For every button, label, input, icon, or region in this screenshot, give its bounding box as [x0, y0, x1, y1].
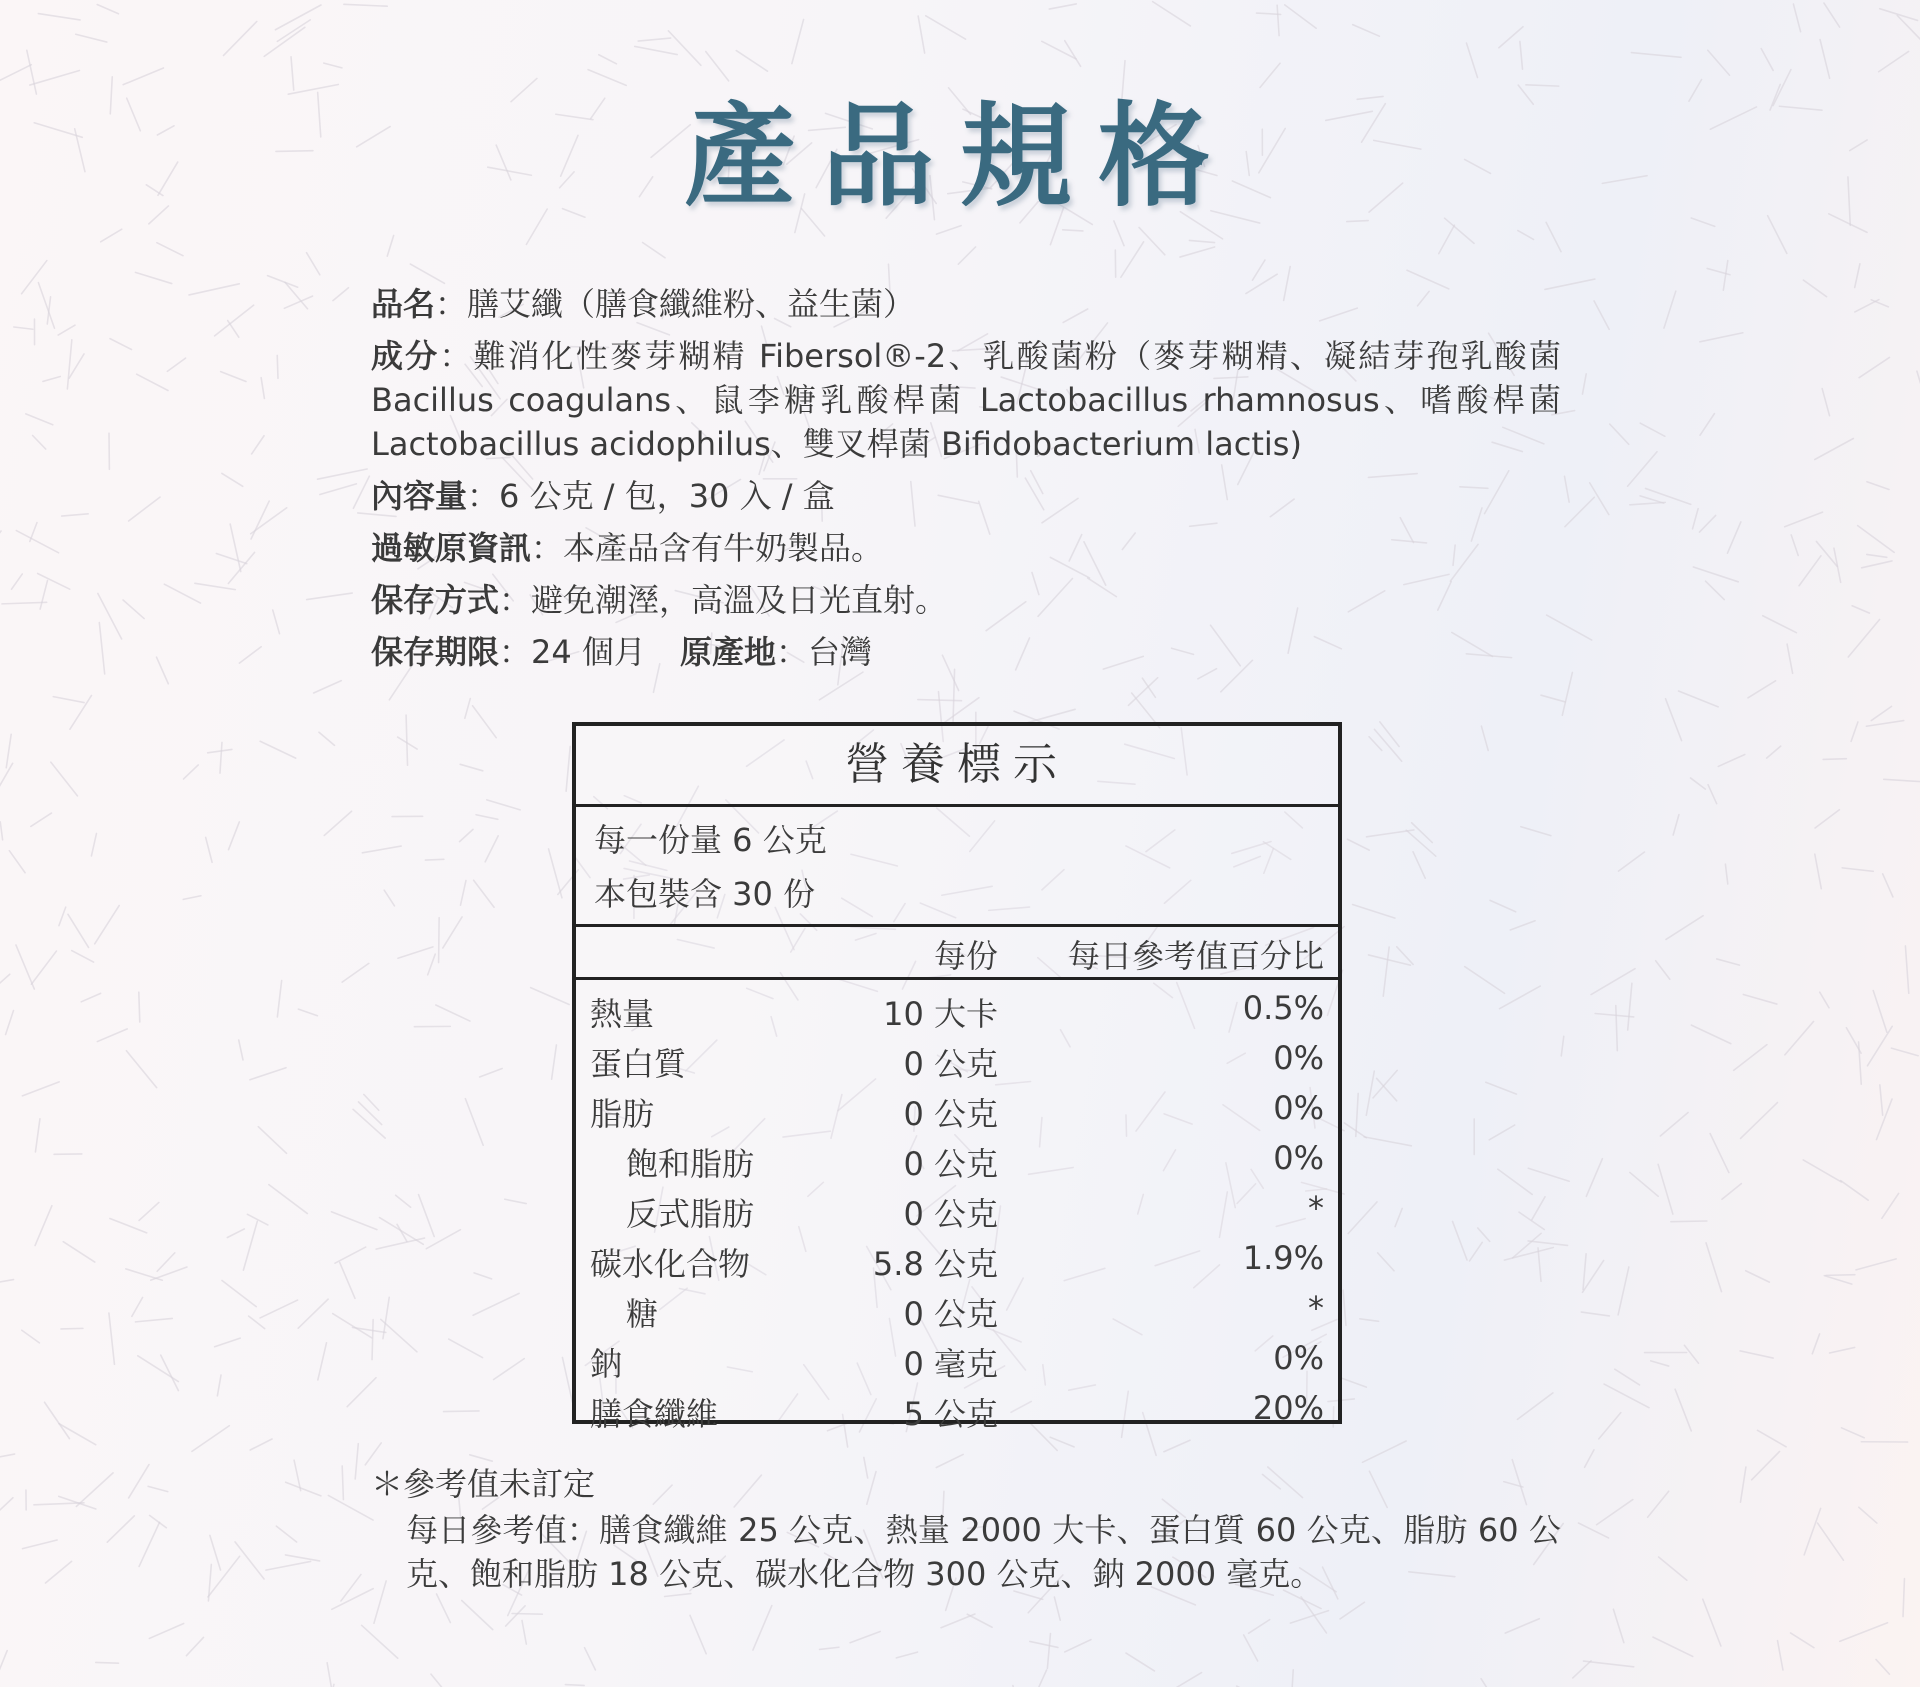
spec-name-label: 品名 — [371, 285, 436, 323]
spec-ingredients-value: 難消化性麥芽糊精 Fibersol®-2、乳酸菌粉（麥芽糊精、凝結芽孢乳酸菌 Bacillus coagulans、鼠李糖乳酸桿菌 Lactobacillus rhamnosus、嗜酸桿菌 Lactobacillus acidophilus、雙叉桿菌 Bifidobacterium lactis) — [371, 337, 1561, 463]
table-row — [576, 1233, 1338, 1283]
spec-shelf-origin: 保存期限：24 個月 原產地：台灣 — [371, 633, 872, 671]
serving-size: 每一份量 6 公克 — [594, 821, 827, 859]
nutrient-pct: 0.5% — [1242, 989, 1324, 1027]
footnote-daily-reference: 每日參考值：膳食纖維 25 公克、熱量 2000 大卡、蛋白質 60 公克、脂肪 60 公克、飽和脂肪 18 公克、碳水化合物 300 公克、鈉 2000 毫克。 — [406, 1511, 1561, 1593]
nutrition-column-header — [576, 927, 1338, 980]
spec-allergen-value: 本產品含有牛奶製品。 — [563, 529, 884, 567]
spec-name-value: 膳艾纖（膳食纖維粉、益生菌） — [467, 285, 916, 323]
nutrient-pct: 20% — [1252, 1389, 1324, 1427]
col-per-serving: 每份 — [933, 937, 998, 975]
nutrient-pct: * — [1308, 1189, 1324, 1227]
spec-shelf-label: 保存期限 — [371, 633, 500, 671]
nutrition-title: 營養標示 — [576, 726, 1338, 807]
product-specs — [371, 282, 1571, 682]
spec-storage: 保存方式：避免潮溼，高溫及日光直射。 — [371, 581, 948, 619]
spec-content: 內容量：6 公克 / 包，30 入 / 盒 — [371, 477, 835, 515]
spec-name: 品名：膳艾纖（膳食纖維粉、益生菌） — [371, 285, 916, 323]
nutrient-name: 飽和脂肪 — [626, 1145, 755, 1183]
nutrient-name: 鈉 — [590, 1345, 623, 1383]
table-row — [576, 983, 1338, 1033]
nutrient-value: 0 公克 — [903, 1045, 998, 1083]
nutrient-name: 糖 — [626, 1295, 659, 1333]
nutrient-pct: 0% — [1273, 1039, 1324, 1077]
nutrient-name: 熱量 — [590, 995, 655, 1033]
nutrient-value: 0 公克 — [903, 1195, 998, 1233]
nutrient-value: 0 公克 — [903, 1295, 998, 1333]
table-row — [576, 1383, 1338, 1433]
spec-storage-label: 保存方式 — [371, 581, 500, 619]
table-row — [576, 1333, 1338, 1383]
spec-origin-value: 台灣 — [807, 633, 872, 671]
footnote-no-reference: ＊參考值未訂定 — [371, 1465, 596, 1503]
spec-content-value: 6 公克 / 包，30 入 / 盒 — [499, 477, 835, 515]
nutrient-pct: 0% — [1273, 1339, 1324, 1377]
nutrient-pct: 1.9% — [1242, 1239, 1324, 1277]
spec-allergen-label: 過敏原資訊 — [371, 529, 532, 567]
nutrient-value: 5 公克 — [903, 1395, 998, 1433]
table-row — [576, 1033, 1338, 1083]
nutrient-name: 反式脂肪 — [626, 1195, 755, 1233]
spec-ingredients-label: 成分 — [371, 337, 440, 375]
table-row — [576, 1133, 1338, 1183]
servings-per-pack: 本包裝含 30 份 — [594, 875, 816, 913]
spec-origin-label: 原產地 — [679, 633, 776, 671]
spec-content-label: 內容量 — [371, 477, 468, 515]
nutrient-value: 0 公克 — [903, 1095, 998, 1133]
table-row — [576, 1283, 1338, 1333]
nutrient-name: 膳食纖維 — [590, 1395, 719, 1433]
nutrition-table — [572, 722, 1342, 1433]
nutrition-rows — [576, 980, 1338, 1433]
spec-storage-value: 避免潮溼，高溫及日光直射。 — [531, 581, 948, 619]
nutrient-pct: 0% — [1273, 1139, 1324, 1177]
nutrient-value: 5.8 公克 — [872, 1245, 998, 1283]
nutrient-pct: * — [1308, 1289, 1324, 1327]
table-row — [576, 1183, 1338, 1233]
nutrient-name: 脂肪 — [590, 1095, 655, 1133]
nutrient-value: 0 公克 — [903, 1145, 998, 1183]
spec-ingredients: 成分：難消化性麥芽糊精 Fibersol®-2、乳酸菌粉（麥芽糊精、凝結芽孢乳酸菌 Bacillus coagulans、鼠李糖乳酸桿菌 Lactobacillus rhamnosus、嗜酸桿菌 Lactobacillus acidophilus、雙叉桿菌 Bifidobacterium lactis) — [371, 337, 1561, 463]
page-title: 產品規格 — [684, 91, 1236, 222]
spec-allergen: 過敏原資訊：本產品含有牛奶製品。 — [371, 529, 884, 567]
nutrient-value: 0 毫克 — [903, 1345, 998, 1383]
table-row — [576, 1083, 1338, 1133]
spec-shelf-value: 24 個月 — [531, 633, 646, 671]
nutrient-value: 10 大卡 — [883, 995, 998, 1033]
nutrient-pct: 0% — [1273, 1089, 1324, 1127]
col-daily-pct: 每日參考值百分比 — [1067, 937, 1324, 975]
nutrient-name: 碳水化合物 — [590, 1245, 751, 1283]
nutrient-name: 蛋白質 — [590, 1045, 687, 1083]
serving-info — [576, 807, 1338, 927]
